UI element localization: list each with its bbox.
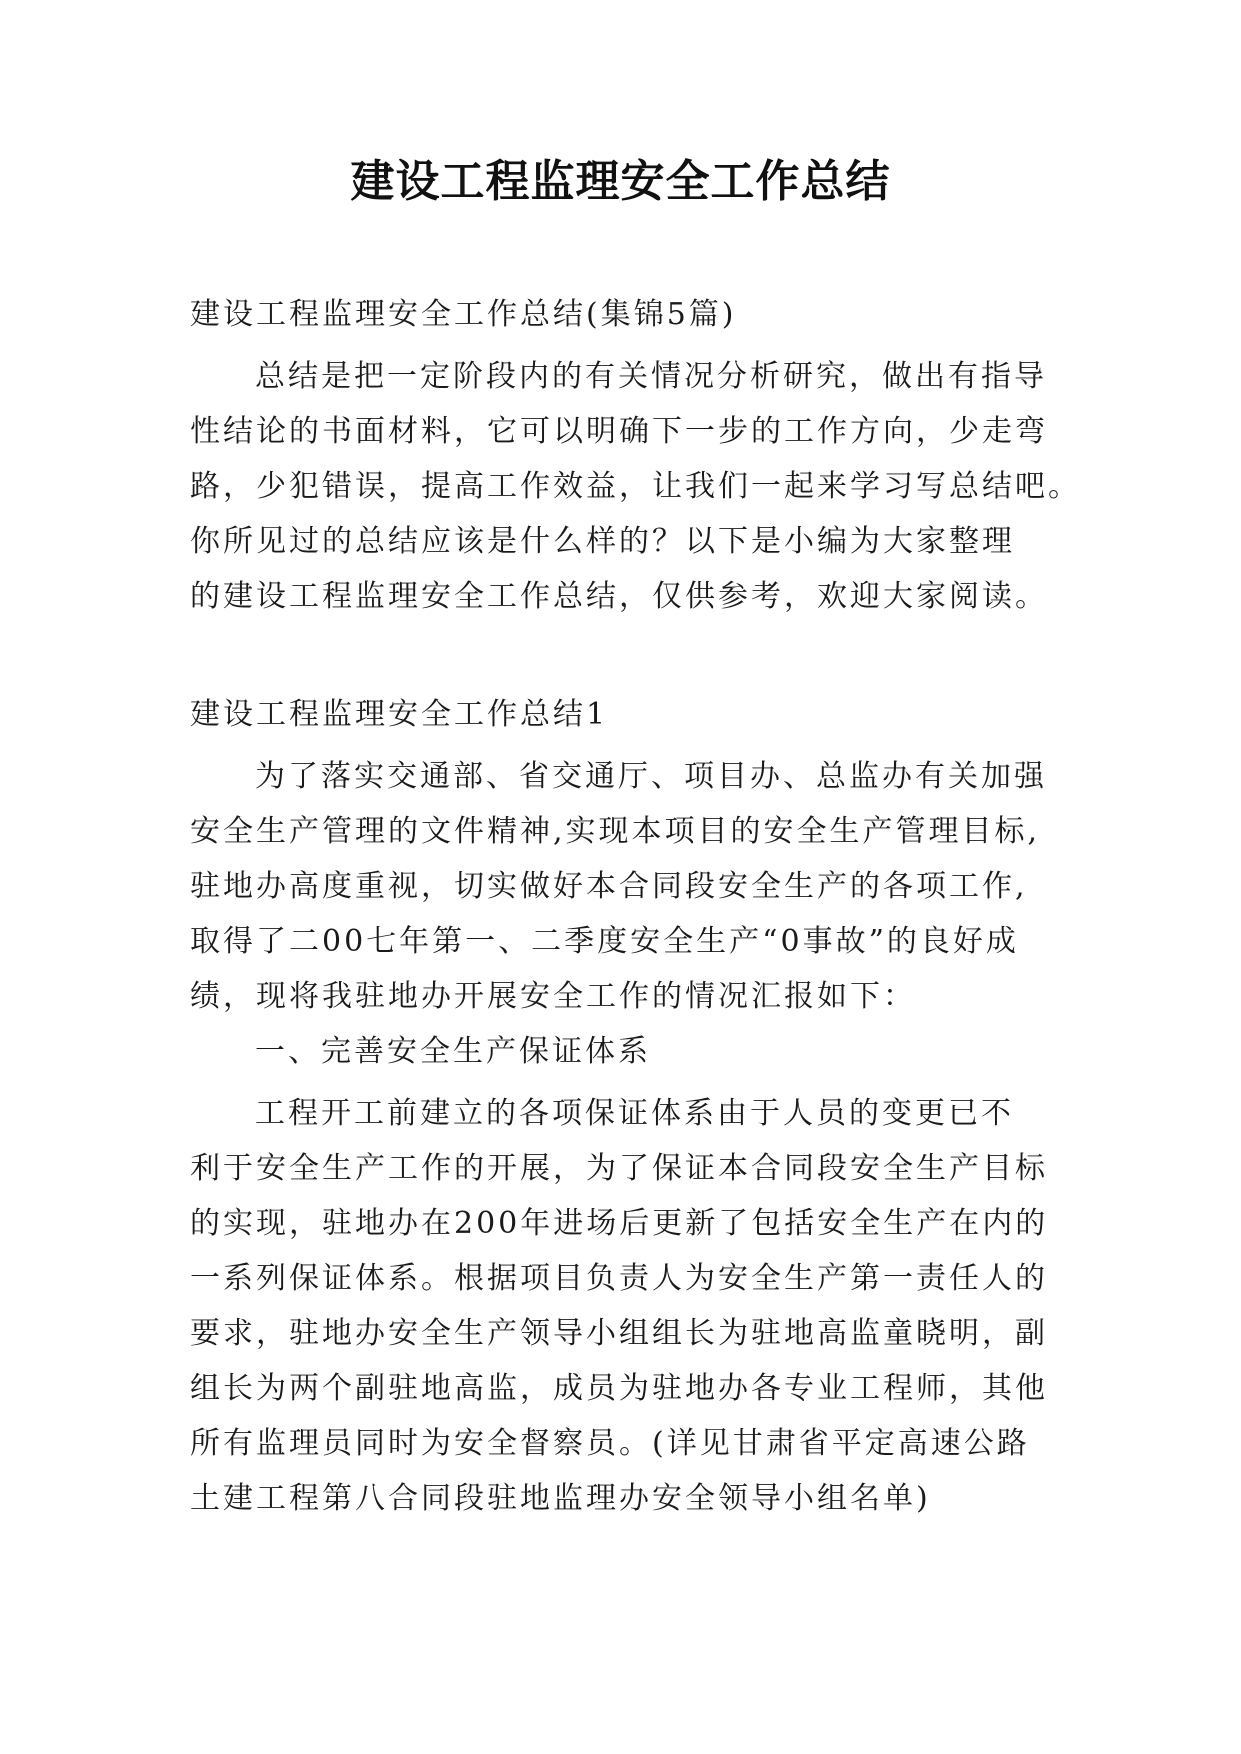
- paragraph-line: 组长为两个副驻地高监，成员为驻地办各专业工程师，其他: [190, 1371, 1048, 1406]
- paragraph-line: 要求，驻地办安全生产领导小组组长为驻地高监童晓明，副: [190, 1316, 1048, 1351]
- intro-line: 总结是把一定阶段内的有关情况分析研究，做出有指导: [255, 359, 1047, 394]
- intro-line: 你所见过的总结应该是什么样的？以下是小编为大家整理: [190, 524, 1015, 559]
- paragraph-line: 利于安全生产工作的开展，为了保证本合同段安全生产目标: [190, 1151, 1048, 1186]
- paragraph-line: 取得了二00七年第一、二季度安全生产“0事故”的良好成: [190, 924, 1019, 959]
- subsection-heading: 一、完善安全生产保证体系: [255, 1034, 651, 1069]
- document-subtitle: 建设工程监理安全工作总结(集锦5篇): [190, 297, 737, 332]
- paragraph-line: 一系列保证体系。根据项目负责人为安全生产第一责任人的: [190, 1261, 1048, 1296]
- paragraph-line: 安全生产管理的文件精神,实现本项目的安全生产管理目标,: [190, 814, 1041, 849]
- document-title: 建设工程监理安全工作总结: [350, 156, 891, 207]
- paragraph-line: 为了落实交通部、省交通厅、项目办、总监办有关加强: [255, 759, 1047, 794]
- paragraph-line: 土建工程第八合同段驻地监理办安全领导小组名单): [190, 1481, 931, 1516]
- paragraph-line: 驻地办高度重视，切实做好本合同段安全生产的各项工作,: [190, 869, 1028, 904]
- paragraph-line: 所有监理员同时为安全督察员。(详见甘肃省平定高速公路: [190, 1426, 1030, 1461]
- intro-line: 路，少犯错误，提高工作效益，让我们一起来学习写总结吧。: [190, 469, 1081, 504]
- paragraph-line: 的实现，驻地办在200年进场后更新了包括安全生产在内的: [190, 1206, 1049, 1241]
- intro-line: 的建设工程监理安全工作总结，仅供参考，欢迎大家阅读。: [190, 579, 1048, 614]
- paragraph-line: 绩，现将我驻地办开展安全工作的情况汇报如下：: [190, 979, 916, 1014]
- section-heading: 建设工程监理安全工作总结1: [190, 697, 609, 732]
- intro-line: 性结论的书面材料，它可以明确下一步的工作方向，少走弯: [190, 414, 1048, 449]
- paragraph-line: 工程开工前建立的各项保证体系由于人员的变更已不: [255, 1096, 1014, 1131]
